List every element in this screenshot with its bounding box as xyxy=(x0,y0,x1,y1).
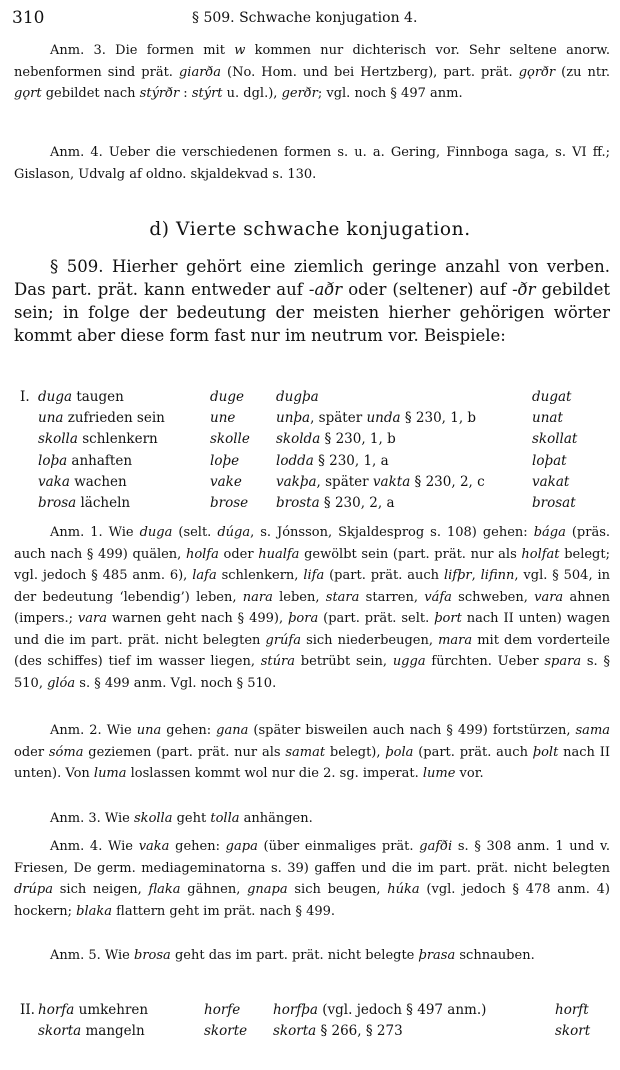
italic-word: samat xyxy=(285,744,326,760)
preterite-form xyxy=(276,389,319,405)
italic-word: sóma xyxy=(48,744,84,760)
text-run: (später bisweilen auch nach § 499) fortstürzen, xyxy=(248,723,576,738)
text-run: § 509. Hierher gehört eine ziemlich geringe anzahl von verben. Das part. prät. kann entweder auf xyxy=(14,257,610,299)
infinitive-cell xyxy=(38,453,132,469)
text-run: , s. Jónsson, Skjaldesprog s. 108) gehen: xyxy=(250,525,534,540)
text-run: Anm. 3. Die formen mit xyxy=(50,43,235,58)
infinitive-cell xyxy=(38,431,158,447)
italic-word: gafði xyxy=(419,839,453,854)
text-run: Anm. 1. Wie xyxy=(50,525,140,540)
text-run: geht xyxy=(172,811,211,826)
participle-form: unat xyxy=(532,410,563,427)
class-label: II. xyxy=(20,1002,35,1018)
infinitive: duga xyxy=(38,389,73,405)
italic-word: gǫrt xyxy=(14,86,42,101)
italic-word: w xyxy=(234,43,246,58)
preterite-form xyxy=(276,453,389,469)
preterite-form xyxy=(273,1002,486,1018)
italic-word: vaka xyxy=(138,839,170,854)
italic-word: stýrt xyxy=(191,86,223,101)
verb-table-class-2 xyxy=(20,1002,610,1044)
text-run: (vgl. jedoch § 497 anm.) xyxy=(317,1002,487,1018)
present-form: skolle xyxy=(210,431,250,448)
participle-form: skollat xyxy=(532,431,578,448)
text-run: (über einmaliges prät. xyxy=(257,839,420,854)
text-run: mit dem vorderteile (des schiffes) tief im wasser liegen, xyxy=(14,632,610,669)
text-run: loslassen kommt wol nur die 2. sg. imperat. xyxy=(126,766,423,781)
participle-form: loþat xyxy=(532,452,567,469)
italic-word: una xyxy=(136,723,162,738)
table-row xyxy=(20,1023,610,1044)
preterite-form xyxy=(273,1023,403,1039)
text-run: gehen: xyxy=(169,839,226,854)
table-row xyxy=(20,1002,610,1023)
main-paragraph-509 xyxy=(14,255,610,347)
italic-word: giarða xyxy=(178,64,222,80)
italic-word: stara xyxy=(325,589,360,605)
italic-word: grúfa xyxy=(265,632,301,648)
italic-word: dugþa xyxy=(276,389,319,405)
italic-word: gnapa xyxy=(247,882,288,897)
present-form: duge xyxy=(210,389,244,405)
text-run: sich neigen, xyxy=(52,882,149,897)
text-run: starren, xyxy=(359,589,425,605)
text-run: Anm. 2. Wie xyxy=(50,723,137,738)
present-form: skorte xyxy=(204,1023,248,1040)
infinitive: vaka xyxy=(38,473,70,490)
italic-word: þolt xyxy=(532,744,559,760)
infinitive-cell xyxy=(38,389,124,405)
gloss: mangeln xyxy=(81,1023,145,1040)
infinitive-cell xyxy=(38,474,127,490)
italic-word: vakþa xyxy=(276,473,317,490)
note-anm-3b xyxy=(14,808,610,830)
text-run: geziemen (part. prät. nur als xyxy=(83,744,286,760)
italic-word: blaka xyxy=(76,903,113,919)
text-run: sich beugen, xyxy=(287,882,388,897)
present-form: brose xyxy=(210,494,249,511)
text-run: oder xyxy=(218,546,259,562)
italic-word: brosta xyxy=(276,494,320,511)
present-form: vake xyxy=(210,473,242,490)
text-run: gebildet nach xyxy=(41,86,140,101)
italic-word: þora xyxy=(288,611,319,626)
text-run: betrübt sein, xyxy=(295,654,393,669)
italic-word: vakta xyxy=(372,473,411,490)
text-run: § 230, 1, b xyxy=(320,431,396,448)
note-anm-1 xyxy=(14,522,610,694)
italic-word: hualfa xyxy=(258,546,300,562)
italic-word: bága xyxy=(533,525,566,540)
italic-word: gana xyxy=(216,723,249,738)
italic-word: unþa xyxy=(276,410,311,427)
text-run: , vgl. § 504, in der bedeutung ‘lebendig’) leben, xyxy=(14,568,611,605)
italic-word: þort xyxy=(434,611,462,626)
italic-word: drúpa xyxy=(14,882,53,897)
text-run: ahnen (impers.; xyxy=(14,589,611,626)
present-form: horfe xyxy=(204,1002,241,1018)
table-row xyxy=(20,431,610,452)
text-run: ; vgl. noch § 497 anm. xyxy=(317,86,463,101)
text-run: gehen: xyxy=(161,723,217,738)
text-run: § 230, 1, a xyxy=(313,452,389,469)
text-run: s. § 499 anm. Vgl. noch § 510. xyxy=(75,675,277,691)
text-run: leben, xyxy=(272,589,326,605)
italic-word: spara xyxy=(544,654,582,669)
text-run: warnen geht nach § 499), xyxy=(106,611,289,626)
italic-word: unda xyxy=(366,410,401,427)
text-run: § 266, § 273 xyxy=(316,1023,403,1040)
participle-form: horft xyxy=(555,1002,589,1018)
text-run: schlenkern, xyxy=(216,568,304,583)
text-run: , später xyxy=(316,473,373,490)
italic-word: vara xyxy=(77,611,107,626)
italic-word: tolla xyxy=(210,811,240,826)
table-row xyxy=(20,389,610,410)
infinitive: skorta xyxy=(38,1023,82,1040)
text-run: flattern geht im prät. nach § 499. xyxy=(112,903,336,919)
note-anm-4 xyxy=(14,142,610,185)
italic-word: stúra xyxy=(260,654,295,669)
italic-word: stýrðr xyxy=(139,86,180,101)
text-run: (part. prät. selt. xyxy=(318,611,435,626)
text-run: anhängen. xyxy=(239,811,313,826)
text-run: § 230, 2, a xyxy=(319,494,395,511)
italic-word: duga xyxy=(139,525,173,540)
text-run: (part. prät. auch xyxy=(324,568,444,583)
italic-word: gǫrðr xyxy=(518,64,556,80)
italic-word: gerðr xyxy=(281,86,318,101)
text-run: oder xyxy=(14,744,49,760)
gloss: wachen xyxy=(69,473,127,490)
text-run: gähnen, xyxy=(180,882,248,897)
gloss: schlenkern xyxy=(77,431,158,448)
italic-word: vara xyxy=(534,589,564,605)
preterite-form xyxy=(276,410,476,426)
table-row xyxy=(20,410,610,431)
text-run: Anm. 5. Wie xyxy=(50,948,135,963)
italic-word: -aðr xyxy=(308,280,343,299)
text-run: (zu ntr. xyxy=(555,64,611,80)
gloss: umkehren xyxy=(74,1002,149,1018)
italic-word: sama xyxy=(575,723,611,738)
table-row xyxy=(20,495,610,516)
text-run: nach II unten) wagen und die im part. prät. nicht belegten xyxy=(14,611,610,648)
text-run: geht das im part. prät. nicht belegte xyxy=(170,948,419,963)
text-run: § 230, 1, b xyxy=(400,410,477,427)
table-row xyxy=(20,453,610,474)
italic-word: skolda xyxy=(276,431,321,448)
italic-word: lifa xyxy=(303,568,325,583)
text-run: schnauben. xyxy=(455,948,535,963)
text-run: kommen nur dichterisch vor. Sehr seltene anorw. nebenformen sind prät. xyxy=(14,43,610,80)
italic-word: -ðr xyxy=(512,280,536,299)
italic-word: lifinn xyxy=(480,568,515,583)
italic-word: holfat xyxy=(521,546,560,562)
text-run: nach II unten). Von xyxy=(14,744,610,781)
text-run: belegt), xyxy=(325,744,386,760)
italic-word: lafa xyxy=(192,568,217,583)
running-head-title: § 509. Schwache konjugation 4. xyxy=(192,10,418,26)
infinitive-cell xyxy=(38,1002,148,1018)
italic-word: gapa xyxy=(225,839,258,854)
infinitive-cell xyxy=(38,495,130,511)
text-run: u. dgl.), xyxy=(222,86,282,101)
text-run: sich niederbeugen, xyxy=(300,632,439,648)
italic-word: dúga xyxy=(217,525,251,540)
note-anm-5 xyxy=(14,945,610,967)
text-run: Anm. 3. Wie xyxy=(50,811,135,826)
infinitive: horfa xyxy=(38,1002,75,1018)
text-run: , später xyxy=(310,410,367,427)
infinitive: loþa xyxy=(38,452,68,469)
text-run: (part. prät. auch xyxy=(413,744,533,760)
running-head xyxy=(12,8,608,32)
note-anm-3 xyxy=(14,40,610,105)
italic-word: váfa xyxy=(424,589,452,605)
italic-word: skorta xyxy=(273,1023,317,1040)
participle-form: brosat xyxy=(532,494,576,511)
present-form: loþe xyxy=(210,452,240,469)
infinitive-cell xyxy=(38,410,165,426)
text-run: gewölbt sein (part. prät. nur als xyxy=(299,546,522,562)
text-run: : xyxy=(179,86,192,101)
class-label: I. xyxy=(20,389,30,405)
infinitive: brosa xyxy=(38,494,77,511)
verb-table-class-1 xyxy=(20,389,610,516)
text-run: § 230, 2, c xyxy=(410,473,485,490)
preterite-form xyxy=(276,431,396,447)
present-form: une xyxy=(210,410,236,427)
text-run: belegt; vgl. jedoch § 485 anm. 6), xyxy=(14,546,610,583)
participle-form: vakat xyxy=(532,473,570,490)
preterite-form xyxy=(276,474,485,490)
text-run: (selt. xyxy=(172,525,218,540)
italic-word: horfþa xyxy=(273,1002,318,1018)
italic-word: holfa xyxy=(185,546,219,562)
gloss: lächeln xyxy=(76,494,131,511)
text-run: fürchten. Ueber xyxy=(425,654,545,669)
italic-word: glóa xyxy=(47,675,76,691)
note-anm-2 xyxy=(14,720,610,785)
page-number: 310 xyxy=(12,8,45,28)
text-run: schweben, xyxy=(451,589,535,605)
preterite-form xyxy=(276,495,395,511)
text-run: (No. Hom. und bei Hertzberg), part. prät. xyxy=(221,64,519,80)
italic-word: nara xyxy=(242,589,273,605)
text-run: Anm. 4. Wie xyxy=(50,839,139,854)
italic-word: skolla xyxy=(134,811,173,826)
text-run: Anm. 4. Ueber die verschiedenen formen s. u. a. Gering, Finnboga saga, s. VI ff.; Gislason, Udvalg af oldno. skjaldekvad s. 130. xyxy=(14,145,610,182)
infinitive-cell xyxy=(38,1023,145,1039)
italic-word: þrasa xyxy=(418,948,456,963)
text-run: (vgl. jedoch § 478 anm. 4) hockern; xyxy=(14,882,610,919)
infinitive: una xyxy=(38,410,64,427)
text-run: , xyxy=(471,568,481,583)
italic-word: brosa xyxy=(134,948,171,963)
italic-word: húka xyxy=(387,882,420,897)
italic-word: ugga xyxy=(392,654,426,669)
text-run: oder (seltener) auf xyxy=(342,280,513,299)
text-run: s. § 510, xyxy=(14,654,610,691)
text-run: s. § 308 anm. 1 und v. Friesen, De germ. mediageminatorna s. 39) gaffen und die im part. prät. nicht belegten xyxy=(14,839,610,876)
text-run: (präs. auch nach § 499) quälen, xyxy=(14,525,610,562)
italic-word: lifþr xyxy=(443,568,472,583)
infinitive: skolla xyxy=(38,431,78,448)
italic-word: mara xyxy=(438,632,473,648)
gloss: zufrieden sein xyxy=(63,410,165,427)
italic-word: flaka xyxy=(148,882,181,897)
section-title: d) Vierte schwache konjugation. xyxy=(149,219,471,240)
italic-word: lume xyxy=(422,766,456,781)
gloss: taugen xyxy=(72,389,124,405)
table-row xyxy=(20,474,610,495)
italic-word: luma xyxy=(93,766,127,781)
text-run: gebildet sein; in folge der bedeutung der meisten hierher gehörigen wörter kommt aber diese form fast nur im neutrum vor. Beispiele: xyxy=(14,280,610,345)
note-anm-4b xyxy=(14,836,610,922)
participle-form: skort xyxy=(555,1023,591,1040)
text-run: vor. xyxy=(455,766,484,781)
participle-form: dugat xyxy=(532,389,572,405)
italic-word: þola xyxy=(385,744,414,760)
gloss: anhaften xyxy=(67,452,133,469)
italic-word: lodda xyxy=(276,452,314,469)
